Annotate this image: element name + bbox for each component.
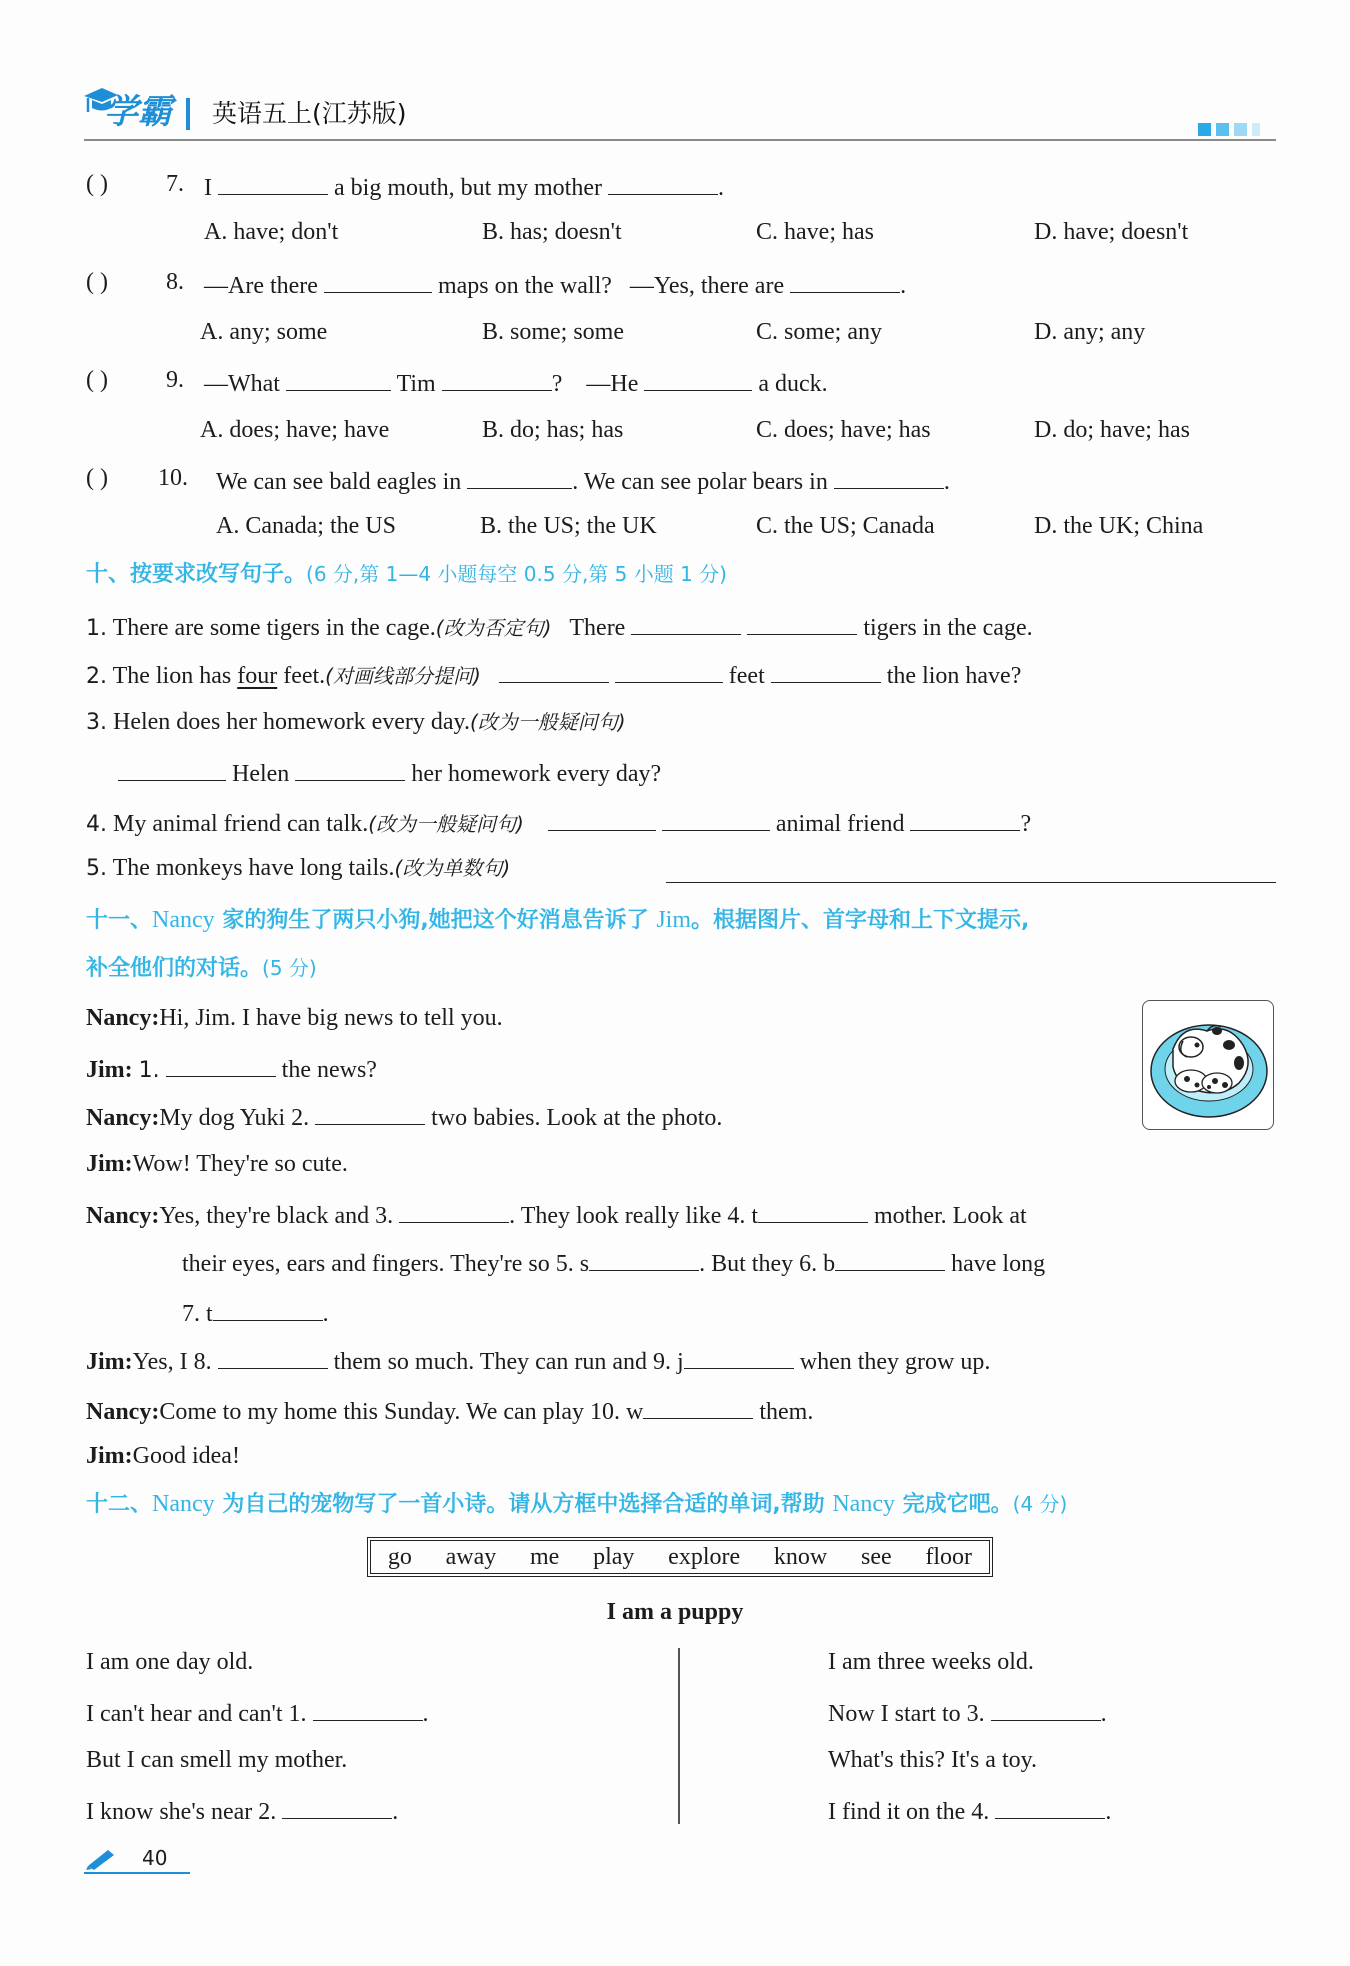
answer-blank[interactable]: [118, 754, 226, 781]
answer-blank[interactable]: [615, 656, 723, 683]
section-12-heading: 十二、Nancy 为自己的宠物写了一首小诗。请从方框中选择合适的单词,帮助 Nancy 完成它吧。(4 分): [86, 1491, 1068, 1517]
logo-text: 学霸: [104, 92, 172, 132]
answer-blank[interactable]: [282, 1792, 392, 1819]
poem-title: I am a puppy: [606, 1599, 744, 1625]
answer-blank[interactable]: [608, 168, 718, 195]
poem-divider: [678, 1648, 680, 1824]
dialogue-line-8: Jim:Yes, I 8. them so much. They can run and 9. j when they grow up.: [86, 1342, 990, 1378]
answer-blank[interactable]: [218, 168, 328, 195]
answer-blank[interactable]: [218, 1342, 328, 1369]
answer-blank[interactable]: [910, 804, 1020, 831]
answer-blank[interactable]: [324, 266, 432, 293]
answer-blank[interactable]: [995, 1792, 1105, 1819]
dialogue-line-2: Jim: 1. the news?: [86, 1050, 377, 1087]
workbook-page: 学霸 英语五上(江苏版) ( ) 7. I a big mouth, but my mother . A. have; don't B. has; doesn't C. have; has D. have; doesn't ( ) 8. —Are there maps on the wall? —Yes, there are . A. any; some B. some; some C. some; any D. any; any ( ) 9. —What Tim ? —He a duck. A. does; have; have B. do; has; has C. does; have; has D. do; have; has ( ) 10. We can see bald eagles in . We can see polar bears in . A. Canada; the US B. the US; the UK C. the US; Canada D. the UK; China 十、按要求改写句子。(6 分,第 1—4 小题每空 0.5 分,第 5 小题 1 分) 1. There are some tigers in the cage.(改为否定句) There tigers in the cage. 2. The lion has four feet.(对画线部分提问) feet the lion have? 3. Helen does her homework every day.(改为一般疑问句) Helen her homework every day? 4. My animal friend can talk.(改为一般疑问句) animal friend ? 5. The monkeys have long tails.(改为单数句) 十一、Nancy 家的狗生了两只小狗,她把这个好消息告诉了 Jim。根据图片、首字母和上下文提示, 补全他们的对话。(5 分) Nancy:Hi, Jim. I have big news to tell you. Jim: 1. the news? Nancy:My dog Yuki 2. two babies. Look at the photo. Jim:Wow! They're so cute. Nancy:Yes, they're black and 3. . They look really like 4. t mother. Look at their eyes, ears and fingers. They're so 5. s . But they 6. b have long 7. t . Jim:Yes, I 8. them so much. They can run and 9. j when they grow up. Nancy:Come to my home this Sunday. We can play 10. w them. Jim:Good idea! 十二、Nancy 为自己的宠物写了一首小诗。请从方框中选择合适的单词,帮助 Nancy 完成它吧。(4 分) go away me play explore know see floor I am a puppy I am one day old. I can't hear and can't 1. . But I can smell my mother. I know she's near 2. . I am three weeks old. Now I start to 3. . What's this? It's a toy. I find it on the 4. . 40: [0, 0, 1350, 1966]
answer-blank[interactable]: [991, 1694, 1101, 1721]
word-option: away: [445, 1543, 497, 1570]
dialogue-line-9: Nancy:Come to my home this Sunday. We can play 10. w them.: [86, 1392, 813, 1428]
answer-blank[interactable]: [295, 754, 405, 781]
answer-blank[interactable]: [213, 1294, 323, 1321]
dialogue-line-4: Jim:Wow! They're so cute.: [86, 1151, 348, 1177]
rewrite-item-2: 2. The lion has four feet.(对画线部分提问) feet the lion have?: [86, 656, 1021, 693]
answer-line[interactable]: [666, 882, 1276, 883]
option-d: D. any; any: [1034, 319, 1146, 345]
word-option: go: [387, 1543, 412, 1570]
answer-blank[interactable]: [442, 364, 552, 391]
dialogue-line-1: Nancy:Hi, Jim. I have big news to tell you.: [86, 1005, 503, 1031]
pencil-icon: [84, 1846, 118, 1870]
footer-rule: [84, 1872, 190, 1874]
dialogue-line-7: 7. t .: [182, 1294, 329, 1330]
answer-blank[interactable]: [747, 608, 857, 635]
dialogue-line-10: Jim:Good idea!: [86, 1443, 240, 1469]
rewrite-item-4: 4. My animal friend can talk.(改为一般疑问句) animal friend ?: [86, 804, 1031, 841]
option-d: D. do; have; has: [1034, 417, 1190, 443]
answer-blank[interactable]: [835, 1244, 945, 1271]
rewrite-item-3-answer: Helen her homework every day?: [118, 754, 661, 790]
question-text: I a big mouth, but my mother .: [204, 168, 724, 204]
option-a: A. Canada; the US: [216, 513, 396, 539]
option-c: C. some; any: [756, 319, 882, 345]
answer-blank[interactable]: [467, 462, 572, 489]
option-b: B. some; some: [482, 319, 624, 345]
word-option: explore: [668, 1543, 741, 1570]
answer-blank[interactable]: [644, 364, 752, 391]
answer-blank[interactable]: [631, 608, 741, 635]
question-text: —Are there maps on the wall? —Yes, there are .: [204, 266, 906, 302]
word-option: floor: [925, 1543, 973, 1570]
answer-blank[interactable]: [499, 656, 609, 683]
option-a: A. any; some: [200, 319, 328, 345]
option-b: B. the US; the UK: [480, 513, 657, 539]
question-text: We can see bald eagles in . We can see polar bears in .: [216, 462, 950, 498]
option-c: C. have; has: [756, 219, 874, 245]
option-c: C. the US; Canada: [756, 513, 935, 539]
answer-blank[interactable]: [166, 1050, 276, 1077]
answer-blank[interactable]: [662, 804, 770, 831]
word-option: me: [530, 1543, 560, 1570]
word-option: play: [593, 1543, 635, 1570]
option-b: B. do; has; has: [482, 417, 624, 443]
dialogue-line-3: Nancy:My dog Yuki 2. two babies. Look at the photo.: [86, 1098, 722, 1134]
option-d: D. have; doesn't: [1034, 219, 1189, 245]
answer-blank[interactable]: [643, 1392, 753, 1419]
option-a: A. does; have; have: [200, 417, 390, 443]
answer-blank[interactable]: [790, 266, 900, 293]
answer-blank[interactable]: [286, 364, 391, 391]
answer-blank[interactable]: [684, 1342, 794, 1369]
option-a: A. have; don't: [204, 219, 339, 245]
answer-blank[interactable]: [771, 656, 881, 683]
section-11-heading-line2: 补全他们的对话。(5 分): [86, 956, 317, 981]
header-rule: [84, 139, 1276, 141]
rewrite-item-5: 5. The monkeys have long tails.(改为单数句): [86, 855, 511, 881]
word-option: know: [773, 1543, 828, 1570]
dialogue-line-6: their eyes, ears and fingers. They're so 5. s . But they 6. b have long: [182, 1244, 1045, 1280]
underlined-word: four: [237, 663, 278, 689]
answer-blank[interactable]: [313, 1694, 423, 1721]
answer-blank[interactable]: [548, 804, 656, 831]
word-box: [370, 1540, 990, 1574]
option-d: D. the UK; China: [1034, 513, 1204, 539]
rewrite-item-1: 1. There are some tigers in the cage.(改为否定句) There tigers in the cage.: [86, 608, 1033, 645]
option-b: B. has; doesn't: [482, 219, 622, 245]
question-text: —What Tim ? —He a duck.: [204, 364, 828, 400]
page-number: 40: [142, 1846, 168, 1870]
rewrite-item-3: 3. Helen does her homework every day.(改为一般疑问句): [86, 709, 626, 735]
dog-and-puppies-illustration: [1143, 1001, 1273, 1129]
section-11-heading: 十一、Nancy 家的狗生了两只小狗,她把这个好消息告诉了 Jim。根据图片、首字母和上下文提示,: [86, 907, 1030, 933]
word-option: see: [860, 1543, 892, 1570]
book-title: 英语五上(江苏版): [212, 99, 407, 128]
section-10-heading: 十、按要求改写句子。(6 分,第 1—4 小题每空 0.5 分,第 5 小题 1 分): [86, 562, 727, 587]
puppies-picture: [1142, 1000, 1274, 1130]
logo-divider: [186, 98, 190, 130]
answer-blank[interactable]: [315, 1098, 425, 1125]
answer-blank[interactable]: [758, 1196, 868, 1223]
option-c: C. does; have; has: [756, 417, 931, 443]
dialogue-line-5: Nancy:Yes, they're black and 3. . They look really like 4. t mother. Look at: [86, 1196, 1027, 1232]
answer-blank[interactable]: [399, 1196, 509, 1223]
answer-blank[interactable]: [834, 462, 944, 489]
answer-blank[interactable]: [589, 1244, 699, 1271]
